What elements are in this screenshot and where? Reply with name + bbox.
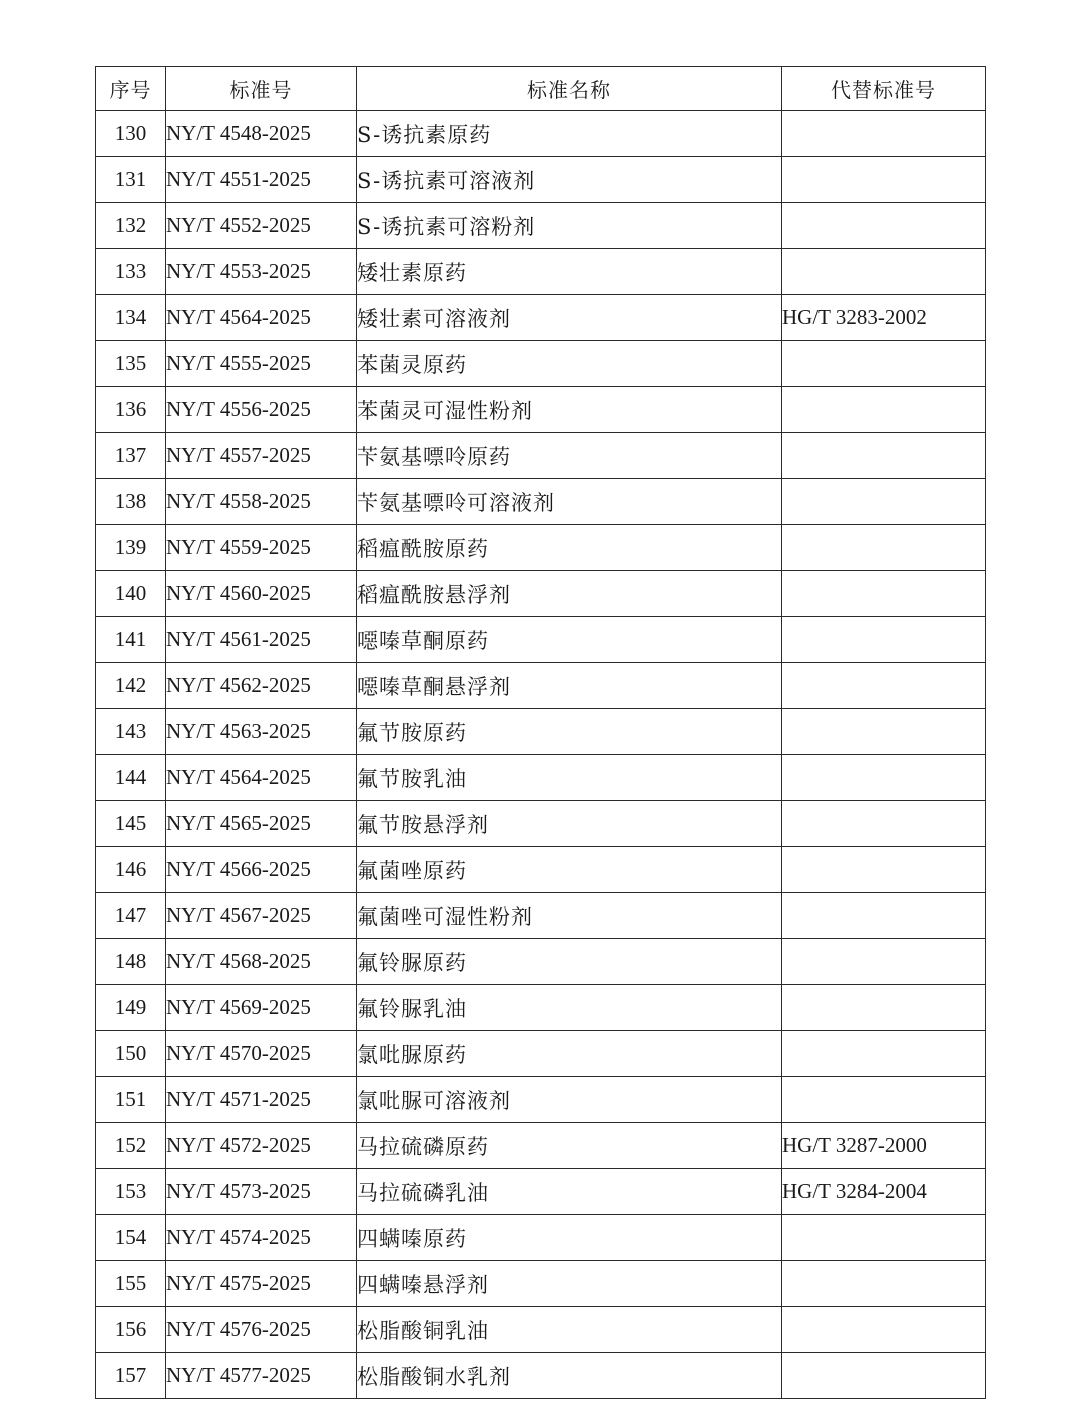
cell-standard-name: 噁嗪草酮悬浮剂	[357, 663, 782, 709]
cell-seq: 150	[96, 1031, 166, 1077]
cell-standard-code: NY/T 4568-2025	[166, 939, 357, 985]
cell-standard-name: 氟铃脲乳油	[357, 985, 782, 1031]
cell-seq: 148	[96, 939, 166, 985]
cell-standard-name: 苄氨基嘌呤可溶液剂	[357, 479, 782, 525]
table-row	[96, 1353, 986, 1399]
cell-standard-code: NY/T 4566-2025	[166, 847, 357, 893]
cell-standard-code: NY/T 4558-2025	[166, 479, 357, 525]
cell-standard-name: 噁嗪草酮原药	[357, 617, 782, 663]
cell-standard-name: 松脂酸铜乳油	[357, 1307, 782, 1353]
table-row	[96, 249, 986, 295]
cell-standard-code: NY/T 4576-2025	[166, 1307, 357, 1353]
table-row	[96, 341, 986, 387]
cell-seq: 138	[96, 479, 166, 525]
cell-seq: 130	[96, 111, 166, 157]
cell-standard-name: S-诱抗素可溶粉剂	[357, 203, 782, 249]
cell-seq: 146	[96, 847, 166, 893]
table-row	[96, 1077, 986, 1123]
cell-standard-name: S-诱抗素原药	[357, 111, 782, 157]
table-header-row	[96, 67, 986, 111]
table-row	[96, 709, 986, 755]
cell-replaces	[782, 617, 986, 663]
cell-replaces	[782, 203, 986, 249]
cell-standard-name: S-诱抗素可溶液剂	[357, 157, 782, 203]
table-row	[96, 939, 986, 985]
table-row	[96, 1215, 986, 1261]
table-row	[96, 157, 986, 203]
cell-standard-name: 马拉硫磷原药	[357, 1123, 782, 1169]
cell-standard-name: 苯菌灵原药	[357, 341, 782, 387]
cell-seq: 147	[96, 893, 166, 939]
cell-seq: 155	[96, 1261, 166, 1307]
cell-standard-name: 氟节胺乳油	[357, 755, 782, 801]
cell-seq: 154	[96, 1215, 166, 1261]
cell-replaces	[782, 709, 986, 755]
cell-standard-code: NY/T 4555-2025	[166, 341, 357, 387]
table-row	[96, 387, 986, 433]
cell-seq: 133	[96, 249, 166, 295]
table-row	[96, 801, 986, 847]
table-row	[96, 617, 986, 663]
cell-standard-name: 苯菌灵可湿性粉剂	[357, 387, 782, 433]
cell-standard-code: NY/T 4575-2025	[166, 1261, 357, 1307]
cell-replaces	[782, 847, 986, 893]
cell-seq: 149	[96, 985, 166, 1031]
cell-standard-code: NY/T 4572-2025	[166, 1123, 357, 1169]
cell-standard-name: 矮壮素原药	[357, 249, 782, 295]
cell-standard-code: NY/T 4574-2025	[166, 1215, 357, 1261]
cell-replaces	[782, 755, 986, 801]
cell-replaces	[782, 1307, 986, 1353]
cell-replaces	[782, 249, 986, 295]
cell-replaces: HG/T 3283-2002	[782, 295, 986, 341]
table-row	[96, 111, 986, 157]
cell-seq: 136	[96, 387, 166, 433]
table-row	[96, 847, 986, 893]
cell-standard-name: 氟菌唑可湿性粉剂	[357, 893, 782, 939]
cell-seq: 143	[96, 709, 166, 755]
cell-replaces	[782, 479, 986, 525]
cell-seq: 131	[96, 157, 166, 203]
table-row	[96, 1123, 986, 1169]
cell-replaces	[782, 801, 986, 847]
cell-standard-name: 氟节胺悬浮剂	[357, 801, 782, 847]
cell-standard-code: NY/T 4563-2025	[166, 709, 357, 755]
cell-standard-code: NY/T 4564-2025	[166, 295, 357, 341]
cell-standard-code: NY/T 4573-2025	[166, 1169, 357, 1215]
cell-standard-name: 氟铃脲原药	[357, 939, 782, 985]
table-row	[96, 479, 986, 525]
header-seq: 序号	[96, 67, 166, 111]
cell-replaces	[782, 157, 986, 203]
cell-replaces	[782, 663, 986, 709]
cell-standard-name: 马拉硫磷乳油	[357, 1169, 782, 1215]
cell-standard-code: NY/T 4561-2025	[166, 617, 357, 663]
cell-standard-code: NY/T 4560-2025	[166, 571, 357, 617]
cell-standard-code: NY/T 4557-2025	[166, 433, 357, 479]
cell-standard-code: NY/T 4570-2025	[166, 1031, 357, 1077]
table-row	[96, 755, 986, 801]
table-row	[96, 1307, 986, 1353]
cell-standard-name: 四螨嗪悬浮剂	[357, 1261, 782, 1307]
cell-standard-code: NY/T 4553-2025	[166, 249, 357, 295]
cell-replaces	[782, 985, 986, 1031]
cell-standard-name: 氯吡脲可溶液剂	[357, 1077, 782, 1123]
cell-standard-code: NY/T 4552-2025	[166, 203, 357, 249]
cell-seq: 141	[96, 617, 166, 663]
cell-standard-code: NY/T 4551-2025	[166, 157, 357, 203]
cell-standard-code: NY/T 4556-2025	[166, 387, 357, 433]
table-row	[96, 893, 986, 939]
cell-replaces	[782, 1077, 986, 1123]
cell-replaces	[782, 1353, 986, 1399]
cell-replaces: HG/T 3284-2004	[782, 1169, 986, 1215]
cell-standard-code: NY/T 4567-2025	[166, 893, 357, 939]
cell-replaces	[782, 893, 986, 939]
cell-replaces	[782, 571, 986, 617]
table-row	[96, 525, 986, 571]
table-row	[96, 203, 986, 249]
header-standard-name: 标准名称	[357, 67, 782, 111]
cell-seq: 152	[96, 1123, 166, 1169]
cell-replaces	[782, 1261, 986, 1307]
standards-table-container	[95, 66, 986, 1399]
cell-seq: 153	[96, 1169, 166, 1215]
header-standard-code: 标准号	[166, 67, 357, 111]
cell-seq: 135	[96, 341, 166, 387]
cell-seq: 134	[96, 295, 166, 341]
cell-replaces	[782, 939, 986, 985]
cell-seq: 151	[96, 1077, 166, 1123]
cell-seq: 156	[96, 1307, 166, 1353]
table-row	[96, 1169, 986, 1215]
cell-seq: 137	[96, 433, 166, 479]
cell-replaces	[782, 111, 986, 157]
cell-standard-code: NY/T 4548-2025	[166, 111, 357, 157]
cell-standard-name: 四螨嗪原药	[357, 1215, 782, 1261]
table-row	[96, 433, 986, 479]
cell-standard-name: 稻瘟酰胺悬浮剂	[357, 571, 782, 617]
cell-standard-code: NY/T 4565-2025	[166, 801, 357, 847]
table-row	[96, 985, 986, 1031]
cell-standard-code: NY/T 4559-2025	[166, 525, 357, 571]
table-row	[96, 1031, 986, 1077]
cell-replaces	[782, 433, 986, 479]
cell-seq: 144	[96, 755, 166, 801]
cell-standard-code: NY/T 4577-2025	[166, 1353, 357, 1399]
cell-seq: 142	[96, 663, 166, 709]
cell-standard-name: 氟节胺原药	[357, 709, 782, 755]
cell-seq: 139	[96, 525, 166, 571]
table-row	[96, 1261, 986, 1307]
cell-replaces	[782, 1031, 986, 1077]
cell-replaces	[782, 341, 986, 387]
cell-replaces	[782, 387, 986, 433]
cell-standard-name: 矮壮素可溶液剂	[357, 295, 782, 341]
cell-standard-code: NY/T 4562-2025	[166, 663, 357, 709]
cell-standard-name: 稻瘟酰胺原药	[357, 525, 782, 571]
cell-standard-name: 氯吡脲原药	[357, 1031, 782, 1077]
cell-standard-code: NY/T 4564-2025	[166, 755, 357, 801]
cell-replaces	[782, 1215, 986, 1261]
cell-seq: 132	[96, 203, 166, 249]
standards-table	[95, 66, 986, 1399]
cell-replaces: HG/T 3287-2000	[782, 1123, 986, 1169]
table-row	[96, 571, 986, 617]
header-replaces: 代替标准号	[782, 67, 986, 111]
cell-standard-name: 松脂酸铜水乳剂	[357, 1353, 782, 1399]
cell-standard-name: 氟菌唑原药	[357, 847, 782, 893]
cell-seq: 157	[96, 1353, 166, 1399]
cell-replaces	[782, 525, 986, 571]
cell-standard-code: NY/T 4571-2025	[166, 1077, 357, 1123]
cell-seq: 140	[96, 571, 166, 617]
table-row	[96, 295, 986, 341]
cell-standard-code: NY/T 4569-2025	[166, 985, 357, 1031]
cell-seq: 145	[96, 801, 166, 847]
table-row	[96, 663, 986, 709]
table-body	[96, 111, 986, 1399]
cell-standard-name: 苄氨基嘌呤原药	[357, 433, 782, 479]
